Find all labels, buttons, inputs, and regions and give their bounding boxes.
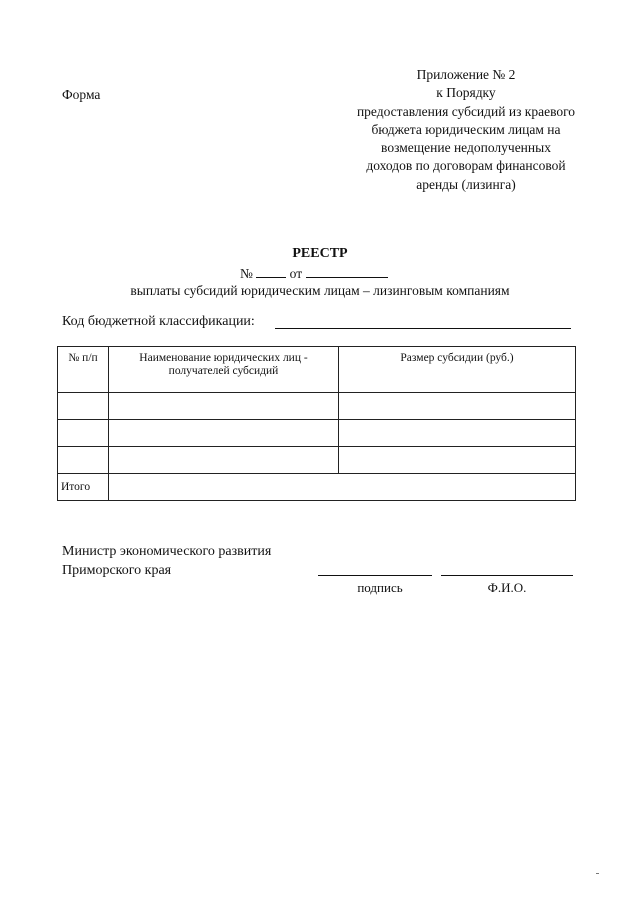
table-header-row	[58, 347, 576, 393]
total-label: Итого	[58, 474, 109, 501]
signature-blank	[318, 575, 432, 576]
appendix-line: бюджета юридическим лицам на	[371, 121, 561, 137]
budget-code-blank	[275, 328, 571, 329]
name-blank	[441, 575, 573, 576]
table-cell	[58, 393, 109, 420]
table-cell	[109, 393, 339, 420]
table-cell	[339, 393, 576, 420]
appendix-line: Приложение № 2	[416, 67, 516, 82]
column-header-number: № п/п	[58, 347, 109, 393]
signature-label: подпись	[357, 580, 403, 595]
appendix-line: аренды (лизинга)	[416, 176, 516, 192]
column-header-amount: Размер субсидии (руб.)	[339, 347, 576, 393]
table-cell	[339, 447, 576, 474]
table-cell	[109, 420, 339, 447]
appendix-line: предоставления субсидий из краевого	[356, 103, 576, 119]
table-cell	[58, 420, 109, 447]
table-row	[58, 447, 576, 474]
registry-number-line	[240, 265, 388, 282]
registry-table	[57, 346, 576, 501]
date-prefix: от	[289, 266, 303, 281]
position-line: Приморского края	[62, 563, 172, 578]
scan-speck	[596, 873, 599, 874]
table-total-row	[58, 474, 576, 501]
number-prefix: №	[240, 266, 253, 281]
form-label: Форма	[62, 87, 101, 102]
date-blank	[306, 265, 388, 278]
appendix-block	[316, 66, 616, 194]
total-value-cell	[109, 474, 576, 501]
table-row	[58, 420, 576, 447]
name-label: Ф.И.О.	[487, 580, 527, 595]
appendix-line: к Порядку	[436, 85, 496, 101]
column-header-recipient: Наименование юридических лиц - получателей субсидий	[109, 347, 339, 393]
table-cell	[109, 447, 339, 474]
table-cell	[58, 447, 109, 474]
table-cell	[339, 420, 576, 447]
table-row	[58, 393, 576, 420]
registry-subtitle: выплаты субсидий юридическим лицам – лизинговым компаниям	[130, 283, 510, 298]
appendix-line: доходов по договорам финансовой	[366, 158, 566, 174]
registry-title: РЕЕСТР	[292, 246, 348, 261]
budget-code-label: Код бюджетной классификации:	[62, 314, 255, 329]
appendix-line: возмещение недополученных	[381, 140, 551, 156]
number-blank	[256, 265, 286, 278]
signatory-position	[62, 542, 271, 580]
position-line: Министр экономического развития	[62, 544, 272, 559]
